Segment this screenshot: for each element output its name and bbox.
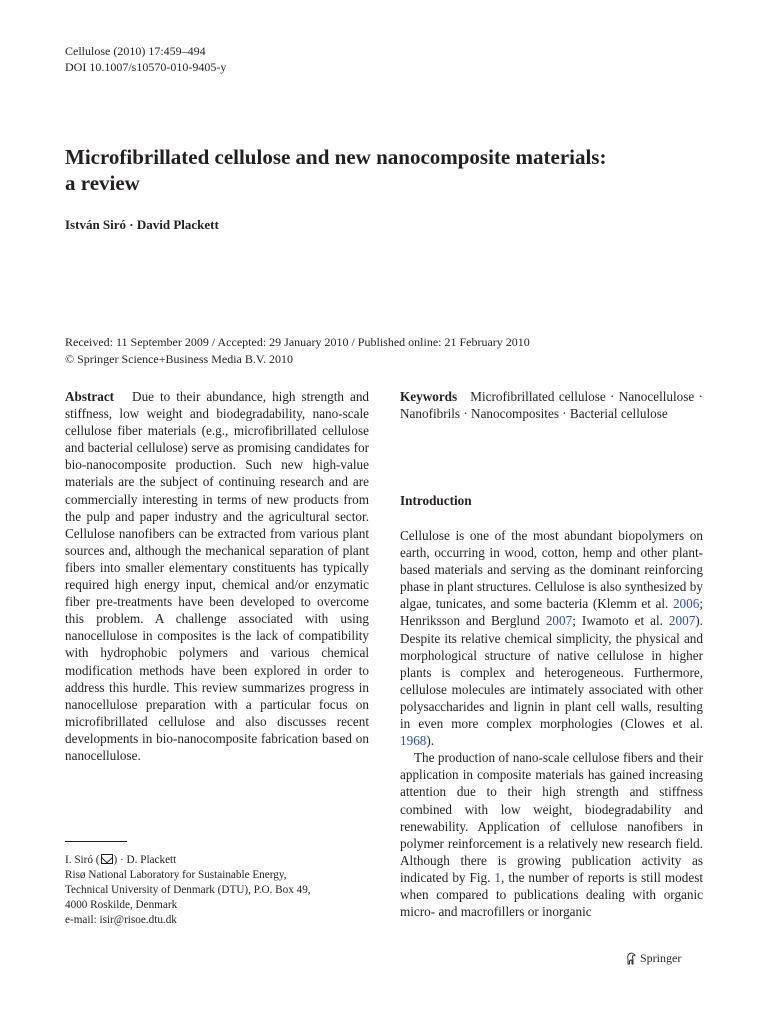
introduction-body <box>400 527 703 920</box>
keywords <box>400 388 703 422</box>
citation-link[interactable]: 2007 <box>668 613 696 629</box>
figure-link[interactable]: 1 <box>494 869 502 885</box>
author-list[interactable]: István Siró · David Plackett <box>65 217 219 232</box>
affiliation-email[interactable]: e-mail: isir@risoe.dtu.dk <box>65 914 177 926</box>
citation-link[interactable]: 2007 <box>545 613 573 629</box>
keywords-text: Microfibrillated cellulose · Nanocellulose · Nanofibrils · Nanocomposites · Bacterial cellulose <box>400 389 703 422</box>
affiliation-institution: Risø National Laboratory for Sustainable Energy, <box>65 869 287 881</box>
introduction-heading: Introduction <box>400 493 472 508</box>
springer-horse-icon <box>625 952 637 965</box>
keywords-label: Keywords <box>400 389 458 404</box>
abstract <box>65 388 369 764</box>
citation-link[interactable]: 2006 <box>672 596 700 612</box>
author-affiliation <box>65 853 311 928</box>
introduction-paragraph-2: The production of nano-scale cellulose fibers and their application in composite materials has gained increasing attention due to their high strength and stiffness combined with low weight, biodegradability and renewability. Application of cellulose nanofibers in polymer reinforcement is a relatively new research field. Although there is growing publication activity as indicated by Fig. 1, the number of reports is still modest when compared to publications dealing with organic micro- and macrofillers or inorganic <box>400 750 703 920</box>
publication-dates <box>65 334 530 368</box>
title-line-1: Microfibrillated cellulose and new nanocomposite materials: <box>65 145 607 169</box>
footnote-divider <box>65 841 127 842</box>
envelope-icon <box>101 854 113 864</box>
affiliation-university: Technical University of Denmark (DTU), P.O. Box 49, <box>65 884 311 896</box>
journal-citation <box>65 43 226 75</box>
copyright-line: © Springer Science+Business Media B.V. 2010 <box>65 352 293 366</box>
title-line-2: a review <box>65 171 140 195</box>
journal-line: Cellulose (2010) 17:459–494 <box>65 44 206 58</box>
history-line: Received: 11 September 2009 / Accepted: 29 January 2010 / Published online: 21 February 2010 <box>65 335 530 349</box>
abstract-label: Abstract <box>65 389 115 404</box>
introduction-paragraph-1: Cellulose is one of the most abundant biopolymers on earth, occurring in wood, cotton, hemp and other plant-based materials and serving as the dominant reinforcing phase in plant structures. Cellulose is also synthesized by algae, tunicates, and some bacteria (Klemm et al. 2006; Henriksson and Berglund 2007; Iwamoto et al. 2007). Despite its relative chemical simplicity, the physical and morphological structure of native cellulose in higher plants is complex and heterogeneous. Furthermore, cellulose molecules are intimately associated with other polysaccharides and lignin in plant cell walls, resulting in even more complex morphologies (Clowes et al. 1968). <box>400 528 703 749</box>
doi-line[interactable]: DOI 10.1007/s10570-010-9405-y <box>65 60 227 74</box>
affiliation-names: I. Siró ( ) · D. Plackett <box>65 854 177 866</box>
citation-link[interactable]: 1968 <box>400 733 427 749</box>
publisher-name: Springer <box>640 951 682 965</box>
publisher-logo <box>625 951 681 965</box>
affiliation-city: 4000 Roskilde, Denmark <box>65 899 178 911</box>
article-title <box>65 144 715 196</box>
abstract-text: Due to their abundance, high strength and stiffness, low weight and biodegradability, nano-scale cellulose fiber materials (e.g., microfibrillated cellulose and bacterial cellulose) serve as promising candidates for bio-nanocomposite production. Such new high-value materials are the subject of continuing research and are commercially interesting in terms of new products from the pulp and paper industry and the agricultural sector. Cellulose nanofibers can be extracted from various plant sources and, although the mechanical separation of plant fibers into smaller elementary constituents has typically required high energy input, chemical and/or enzymatic fiber pre-treatments have been developed to overcome this problem. A challenge associated with using nanocellulose in composites is the lack of compatibility with hydrophobic polymers and various chemical modification methods have been explored in order to address this hurdle. This review summarizes progress in nanocellulose preparation with a particular focus on microfibrillated cellulose and also discusses recent developments in bio-nanocomposite fabrication based on nanocellulose. <box>65 389 370 763</box>
